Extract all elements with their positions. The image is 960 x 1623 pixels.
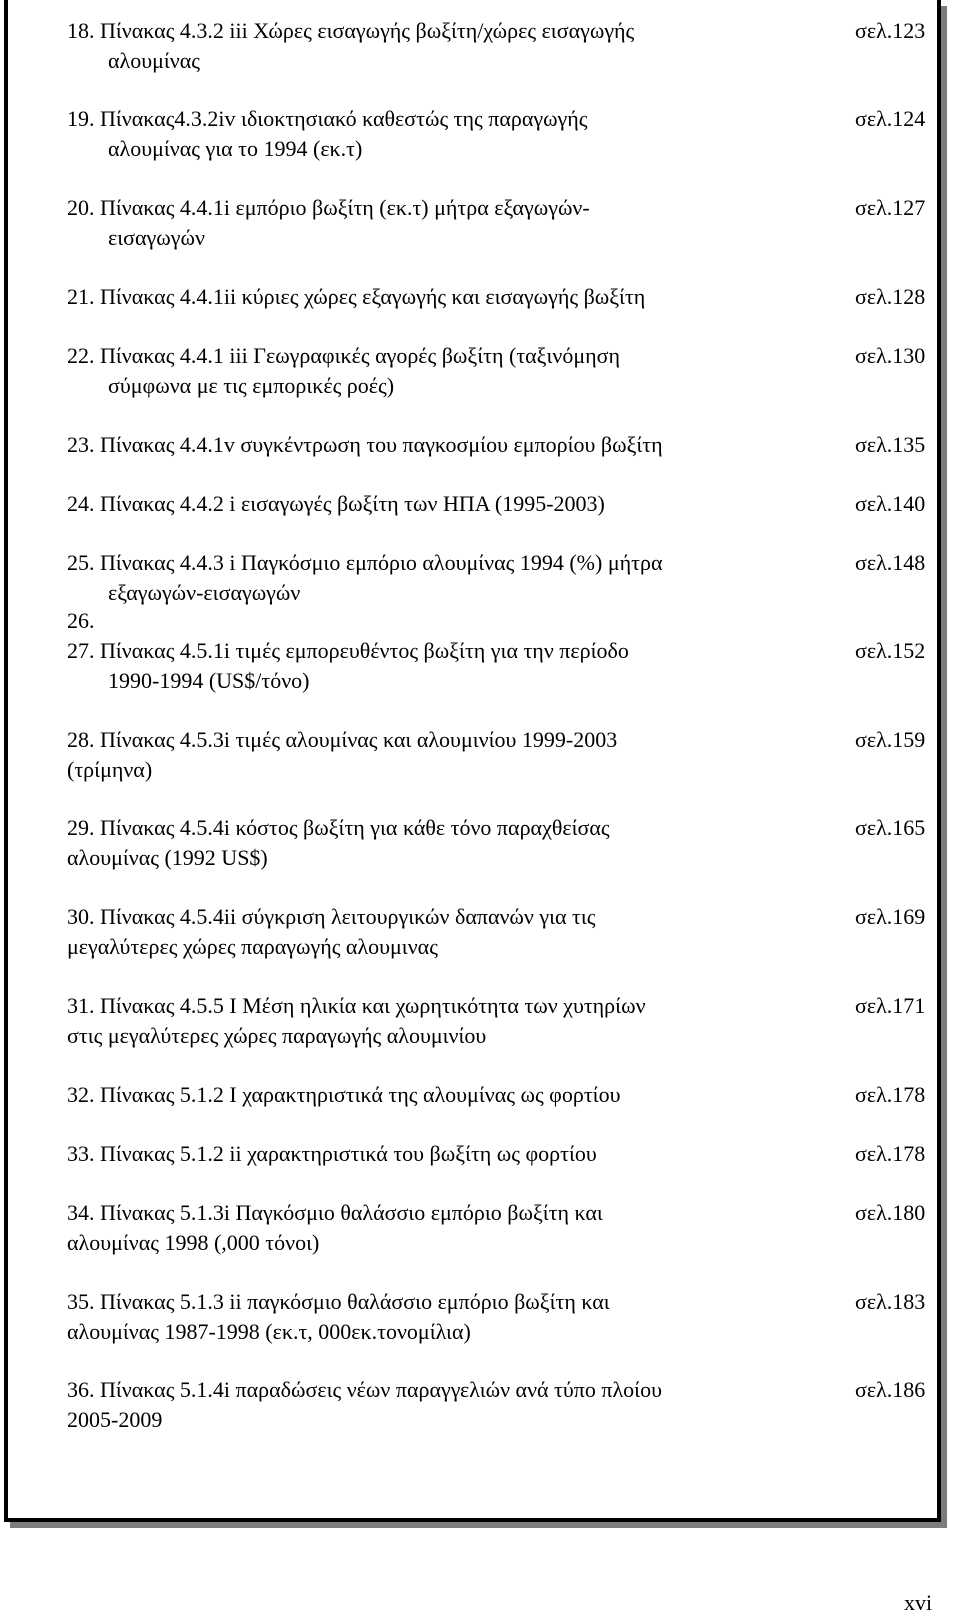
entry-page: σελ.128 xyxy=(855,284,926,309)
entry-line-1: 18. Πίνακας 4.3.2 iii Χώρες εισαγωγής βωξίτη/χώρες εισαγωγής xyxy=(67,18,635,43)
entry-title xyxy=(67,1139,827,1169)
entry-title xyxy=(67,193,787,253)
entry-line-1: 32. Πίνακας 5.1.2 Ι χαρακτηριστικά της αλουμίνας ως φορτίου xyxy=(67,1082,621,1107)
entry-title xyxy=(67,1080,827,1110)
entry-page: σελ.180 xyxy=(855,1200,926,1225)
entry-page: σελ.140 xyxy=(855,491,926,516)
entry-page: σελ.148 xyxy=(855,550,926,575)
entry-page: σελ.178 xyxy=(855,1082,926,1107)
entry-title xyxy=(67,1375,797,1435)
entry-title xyxy=(67,104,787,164)
entry-line-2: εισαγωγών xyxy=(108,225,205,250)
entry-line-1: 27. Πίνακας 4.5.1i τιμές εμπορευθέντος βωξίτη για την περίοδο xyxy=(67,638,629,663)
entry-line-2: αλουμίνας xyxy=(108,48,200,73)
entry-line-2: 1990-1994 (US$/τόνο) xyxy=(108,668,310,693)
entry-line-1: 19. Πίνακας4.3.2iv ιδιοκτησιακό καθεστώς της παραγωγής xyxy=(67,106,588,131)
page-number: xvi xyxy=(904,1590,933,1615)
entry-title xyxy=(67,725,787,785)
entry-line-2: 2005-2009 xyxy=(67,1407,163,1432)
entry-title xyxy=(67,430,827,460)
entry-title xyxy=(67,16,787,76)
entry-title xyxy=(67,341,787,401)
entry-title xyxy=(67,548,787,608)
entry-line-1: 21. Πίνακας 4.4.1ii κύριες χώρες εξαγωγής και εισαγωγής βωξίτη xyxy=(67,284,646,309)
entry-page: σελ.171 xyxy=(855,993,926,1018)
entry-line-2: αλουμίνας (1992 US$) xyxy=(67,845,268,870)
entry-page: σελ.183 xyxy=(855,1289,926,1314)
entry-page: σελ.130 xyxy=(855,343,926,368)
entry-page: σελ.123 xyxy=(855,18,926,43)
entry-line-2: μεγαλύτερες χώρες παραγωγής αλουμινας xyxy=(67,934,438,959)
entry-page: σελ.152 xyxy=(855,638,926,663)
entry-line-1: 34. Πίνακας 5.1.3i Παγκόσμιο θαλάσσιο εμπόριο βωξίτη και xyxy=(67,1200,603,1225)
entry-title xyxy=(67,636,787,696)
entry-line-1: 23. Πίνακας 4.4.1v συγκέντρωση του παγκοσμίου εμπορίου βωξίτη xyxy=(67,432,663,457)
entry-page: σελ.127 xyxy=(855,195,926,220)
entry-title xyxy=(67,813,787,873)
entry-line-1: 20. Πίνακας 4.4.1i εμπόριο βωξίτη (εκ.τ) μήτρα εξαγωγών- xyxy=(67,195,590,220)
entry-line-2: εξαγωγών-εισαγωγών xyxy=(108,580,301,605)
entry-line-1: 33. Πίνακας 5.1.2 ii χαρακτηριστικά του βωξίτη ως φορτίου xyxy=(67,1141,597,1166)
entry-title xyxy=(67,991,787,1051)
entry-line-2: αλουμίνας για το 1994 (εκ.τ) xyxy=(108,136,363,161)
entry-page: σελ.165 xyxy=(855,815,926,840)
entry-line-1: 25. Πίνακας 4.4.3 i Παγκόσμιο εμπόριο αλουμίνας 1994 (%) μήτρα xyxy=(67,550,663,575)
entry-line-1: 24. Πίνακας 4.4.2 i εισαγωγές βωξίτη των ΗΠΑ (1995-2003) xyxy=(67,491,605,516)
entry-page: σελ.135 xyxy=(855,432,926,457)
entry-line-1: 30. Πίνακας 4.5.4ii σύγκριση λειτουργικών δαπανών για τις xyxy=(67,904,596,929)
entry-line-2: αλουμίνας 1998 (,000 τόνοι) xyxy=(67,1230,320,1255)
table-of-contents xyxy=(8,0,937,1518)
entry-title xyxy=(67,282,827,312)
entry-page: σελ.178 xyxy=(855,1141,926,1166)
entry-page: σελ.169 xyxy=(855,904,926,929)
entry-page: σελ.159 xyxy=(855,727,926,752)
entry-line-1: 35. Πίνακας 5.1.3 ii παγκόσμιο θαλάσσιο εμπόριο βωξίτη και xyxy=(67,1289,610,1314)
entry-title xyxy=(67,902,787,962)
entry-title xyxy=(67,1287,787,1347)
entry-line-1: 28. Πίνακας 4.5.3i τιμές αλουμίνας και αλουμινίου 1999-2003 xyxy=(67,727,618,752)
entry-line-2: στις μεγαλύτερες χώρες παραγωγής αλουμινίου xyxy=(67,1023,487,1048)
page-frame xyxy=(4,0,941,1522)
entry-title xyxy=(67,1198,787,1258)
entry-line-1: 26. xyxy=(67,608,95,633)
entry-line-2: αλουμίνας 1987-1998 (εκ.τ, 000εκ.τονομίλια) xyxy=(67,1319,471,1344)
entry-title xyxy=(67,489,787,519)
entry-line-2: (τρίμηνα) xyxy=(67,757,153,782)
entry-page: σελ.124 xyxy=(855,106,926,131)
entry-line-2: σύμφωνα με τις εμπορικές ροές) xyxy=(108,373,395,398)
entry-line-1: 31. Πίνακας 4.5.5 Ι Μέση ηλικία και χωρητικότητα των χυτηρίων xyxy=(67,993,646,1018)
entry-line-1: 29. Πίνακας 4.5.4i κόστος βωξίτη για κάθε τόνο παραχθείσας xyxy=(67,815,610,840)
entry-title xyxy=(67,606,787,636)
entry-line-1: 36. Πίνακας 5.1.4i παραδώσεις νέων παραγγελιών ανά τύπο πλοίου xyxy=(67,1377,662,1402)
entry-page: σελ.186 xyxy=(855,1377,926,1402)
entry-line-1: 22. Πίνακας 4.4.1 iii Γεωγραφικές αγορές βωξίτη (ταξινόμηση xyxy=(67,343,621,368)
